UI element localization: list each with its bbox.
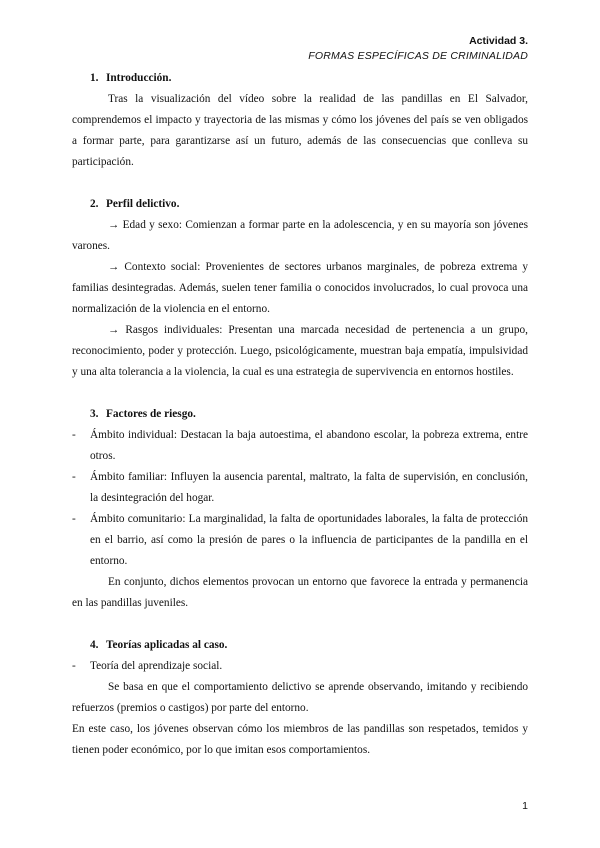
list-item [72,425,528,467]
list-item [72,656,528,677]
perfil-edad-paragraph: → Edad y sexo: Comienzan a formar parte en la adolescencia, y en su mayoría son jóvenes varones. [72,219,528,252]
section-heading-perfil [72,194,528,215]
document-header [308,34,528,64]
intro-paragraph: Tras la visualización del vídeo sobre la realidad de las pandillas en El Salvador, comprendemos el impacto y trayectoria de las mismas y cómo los jóvenes del país se ven obligados a formar parte, para garantizarse así un futuro, además de las consecuencias que conlleva su participación. [72,93,528,168]
page-number: 1 [522,800,528,812]
section-title: Factores de riesgo. [106,408,196,420]
section-heading-introduccion [72,68,528,89]
section-number: 3. [90,408,99,420]
section-title: Teorías aplicadas al caso. [106,639,228,651]
bullet-text: Teoría del aprendizaje social. [90,660,223,672]
section-number: 2. [90,198,99,210]
list-item [72,467,528,509]
teoria-paragraph: Se basa en que el comportamiento delictivo se aprende observando, imitando y recibiendo refuerzos (premios o castigos) por parte del entorno. [72,681,528,714]
bullet-marker: - [72,429,76,441]
bullet-marker: - [72,660,76,672]
perfil-contexto-paragraph: → Contexto social: Provenientes de sectores urbanos marginales, de pobreza extrema y familias desintegradas. Además, suelen tener familia o conocidos involucrados, lo cual provoca una normalización de la violencia en el entorno. [72,261,528,315]
bullet-text: Ámbito individual: Destacan la baja autoestima, el abandono escolar, la pobreza extrema, entre otros. [90,429,528,462]
section-number: 4. [90,639,99,651]
activity-subtitle: FORMAS ESPECÍFICAS DE CRIMINALIDAD [308,50,528,62]
perfil-rasgos-paragraph: → Rasgos individuales: Presentan una marcada necesidad de pertenencia a un grupo, reconocimiento, poder y protección. Luego, psicológicamente, muestran baja empatía, impulsividad y una alta tolerancia a la violencia, la cual es una estrategia de supervivencia en entornos hostiles. [72,324,528,378]
section-title: Perfil delictivo. [106,198,180,210]
section-heading-factores [72,404,528,425]
section-heading-teorias [72,635,528,656]
bullet-marker: - [72,513,76,525]
document-body [72,68,528,761]
bullet-text: Ámbito comunitario: La marginalidad, la falta de oportunidades laborales, la falta de protección en el barrio, así como la presión de pares o la influencia de participantes de la pandilla en el entorno. [90,513,528,567]
section-number: 1. [90,72,99,84]
factores-closing-paragraph: En conjunto, dichos elementos provocan un entorno que favorece la entrada y permanencia en las pandillas juveniles. [72,576,528,609]
list-item [72,509,528,572]
activity-title: Actividad 3. [469,35,528,47]
teoria-caso-paragraph: En este caso, los jóvenes observan cómo los miembros de las pandillas son respetados, temidos y tienen poder económico, por lo que imitan esos comportamientos. [72,723,528,756]
bullet-text: Ámbito familiar: Influyen la ausencia parental, maltrato, la falta de supervisión, en conclusión, la desintegración del hogar. [90,471,528,504]
bullet-marker: - [72,471,76,483]
section-title: Introducción. [106,72,172,84]
